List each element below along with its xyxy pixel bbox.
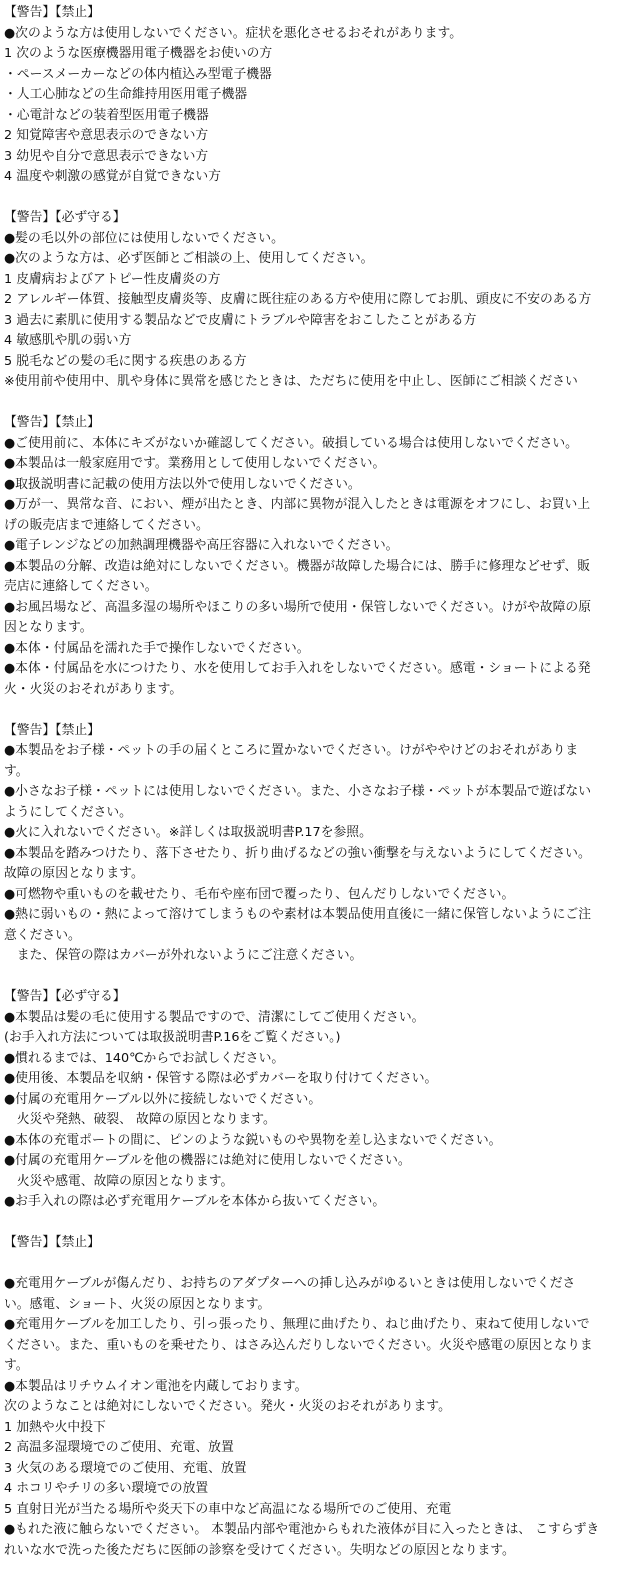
text-line: ●使用後、本製品を収納・保管する際は必ずカバーを取り付けてください。	[4, 1071, 438, 1086]
section-heading: 【警告】【禁止】	[4, 415, 100, 430]
text-line: ●次のような方は使用しないでください。症状を悪化させるおそれがあります。	[4, 25, 463, 41]
section-heading: 【警告】【必ず守る】	[4, 989, 126, 1004]
text-line: ●充電用ケーブルを加工したり、引っ張ったり、無理に曲げたり、ねじ曲げたり、束ねて使用しないで	[4, 1317, 590, 1332]
text-line: す。	[4, 1358, 29, 1373]
text-line: ●充電用ケーブルが傷んだり、お持ちのアダプターへの挿し込みがゆるいときは使用しないでくださ	[4, 1276, 576, 1291]
text-line: ●火に入れないでください。※詳しくは取扱説明書P.17を参照。	[4, 825, 372, 840]
text-line: ●髪の毛以外の部位には使用しないでください。	[4, 230, 284, 246]
spacer-line	[4, 188, 636, 209]
text-line: 2 知覚障害や意思表示のできない方	[4, 128, 209, 143]
text-line: ・人工心肺などの生命維持用医用電子機器	[4, 87, 248, 102]
text-line: ●取扱説明書に記載の使用方法以外で使用しないでください。	[4, 476, 361, 492]
section-heading: 【警告】【必ず守る】	[4, 210, 126, 225]
text-line: 4 ホコリやチリの多い環境での放置	[4, 1481, 209, 1496]
text-line: 火・火災のおそれがあります。	[4, 681, 183, 697]
text-line: ●本製品をお子様・ペットの手の届くところに置かないでください。けがややけどのおそれがありま	[4, 743, 579, 758]
text-line: ●付属の充電用ケーブルを他の機器には絶対に使用しないでください。	[4, 1153, 411, 1168]
text-line: ●本製品は一般家庭用です。業務用として使用しないでください。	[4, 456, 386, 471]
spacer-line	[4, 1213, 636, 1234]
text-line: 火災や発熱、破裂、 故障の原因となります。	[4, 1112, 276, 1127]
text-line: ●本製品は髪の毛に使用する製品ですので、清潔にしてご使用ください。	[4, 1009, 425, 1025]
text-line: 1 次のような医療機器用電子機器をお使いの方	[4, 46, 273, 61]
text-line: 火災や感電、故障の原因となります。	[4, 1173, 234, 1189]
text-line: ●ご使用前に、本体にキズがないか確認してください。破損している場合は使用しないでください。	[4, 435, 578, 451]
text-line: 2 アレルギー体質、接触型皮膚炎等、皮膚に既往症のある方や使用に際してお肌、頭皮に不安のある方	[4, 292, 592, 307]
text-line: ●小さなお子様・ペットには使用しないでください。また、小さなお子様・ペットが本製品で遊ばない	[4, 784, 592, 799]
spacer-line	[4, 393, 636, 414]
text-line: す。	[4, 763, 29, 779]
text-line: ●可燃物や重いものを載せたり、毛布や座布団で覆ったり、包んだりしないでください。	[4, 886, 515, 902]
text-line: ・ペースメーカーなどの体内植込み型電子機器	[4, 66, 272, 82]
text-line: ●電子レンジなどの加熱調理機器や高圧容器に入れないでください。	[4, 538, 399, 553]
text-line: ●お風呂場など、高温多湿の場所やほこりの多い場所で使用・保管しないでください。けがや故障の原	[4, 599, 592, 615]
text-line: ●付属の充電用ケーブル以外に接続しないでください。	[4, 1091, 322, 1107]
text-line: 故障の原因となります。	[4, 866, 144, 881]
text-line: 4 温度や刺激の感覚が自覚できない方	[4, 169, 221, 184]
text-line: い。感電、ショート、火災の原因となります。	[4, 1296, 271, 1312]
section-heading: 【警告】【禁止】	[4, 722, 100, 738]
text-line: 4 敏感肌や肌の弱い方	[4, 333, 132, 348]
text-line: また、保管の際はカバーが外れないようにご注意ください。	[4, 948, 363, 963]
text-line: 意ください。	[4, 927, 81, 943]
text-line: げの販売店まで連絡してください。	[4, 517, 209, 533]
text-line: (お手入れ方法については取扱説明書P.16をご覧ください。)	[4, 1030, 341, 1045]
text-line: ●本体・付属品を水につけたり、水を使用してお手入れをしないでください。感電・ショートによる発	[4, 661, 591, 676]
text-line: ください。また、重いものを乗せたり、はさみ込んだりしないでください。火災や感電の原因となりま	[4, 1337, 593, 1353]
text-line: ●本製品はリチウムイオン電池を内蔵しております。	[4, 1378, 308, 1394]
text-line: 3 過去に素肌に使用する製品などで皮膚にトラブルや障害をおこしたことがある方	[4, 312, 477, 328]
text-line: ●本体・付属品を濡れた手で操作しないでください。	[4, 640, 310, 656]
text-line: 1 加熱や火中投下	[4, 1419, 106, 1435]
text-line: ●慣れるまでは、140℃からでお試しください。	[4, 1050, 285, 1066]
text-line: ●熱に弱いもの・熱によって溶けてしまうものや素材は本製品使用直後に一緒に保管しないようにご注	[4, 907, 592, 922]
text-line: 1 皮膚病およびアトピー性皮膚炎の方	[4, 271, 221, 287]
spacer-line	[4, 700, 636, 721]
text-line: ●本製品を踏みつけたり、落下させたり、折り曲げるなどの強い衝撃を与えないようにしてください。	[4, 845, 591, 861]
text-line: ようにしてください。	[4, 804, 132, 820]
text-line: 因となります。	[4, 620, 93, 635]
text-line: ●本製品の分解、改造は絶対にしないでください。機器が故障した場合には、勝手に修理などせず、販	[4, 558, 591, 574]
text-line: ※使用前や使用中、肌や身体に異常を感じたときは、ただちに使用を中止し、医師にご相談ください	[4, 374, 578, 389]
text-line: ●次のような方は、必ず医師とご相談の上、使用してください。	[4, 251, 374, 266]
text-line: 3 幼児や自分で意思表示できない方	[4, 148, 209, 164]
text-line: ●もれた液に触らないでください。 本製品内部や電池からもれた液体が目に入ったときは、 こすらずき	[4, 1522, 600, 1537]
spacer-line	[4, 1254, 636, 1275]
text-line: 売店に連絡してください。	[4, 579, 158, 594]
text-line: 5 脱毛などの髪の毛に関する疾患のある方	[4, 353, 247, 369]
text-line: 5 直射日光が当たる場所や炎天下の車中など高温になる場所でのご使用、充電	[4, 1501, 452, 1517]
text-line: れいな水で洗った後ただちに医師の診察を受けてください。失明などの原因となります。	[4, 1542, 515, 1558]
spacer-line	[4, 967, 636, 988]
section-heading: 【警告】【禁止】	[4, 5, 100, 20]
text-line: ・心電計などの装着型医用電子機器	[4, 107, 209, 123]
section-heading: 【警告】【禁止】	[4, 1235, 100, 1250]
text-line: ●本体の充電ポートの間に、ピンのような鋭いものや異物を差し込まないでください。	[4, 1132, 502, 1148]
text-line: 3 火気のある環境でのご使用、充電、放置	[4, 1460, 247, 1476]
text-line: 2 高温多湿環境でのご使用、充電、放置	[4, 1440, 234, 1455]
text-line: ●お手入れの際は必ず充電用ケーブルを本体から抜いてください。	[4, 1194, 386, 1209]
text-line: 次のようなことは絶対にしないでください。発火・火災のおそれがあります。	[4, 1399, 451, 1414]
text-line: ●万が一、異常な音、におい、煙が出たとき、内部に異物が混入したときは電源をオフにし、お買い上	[4, 497, 591, 512]
